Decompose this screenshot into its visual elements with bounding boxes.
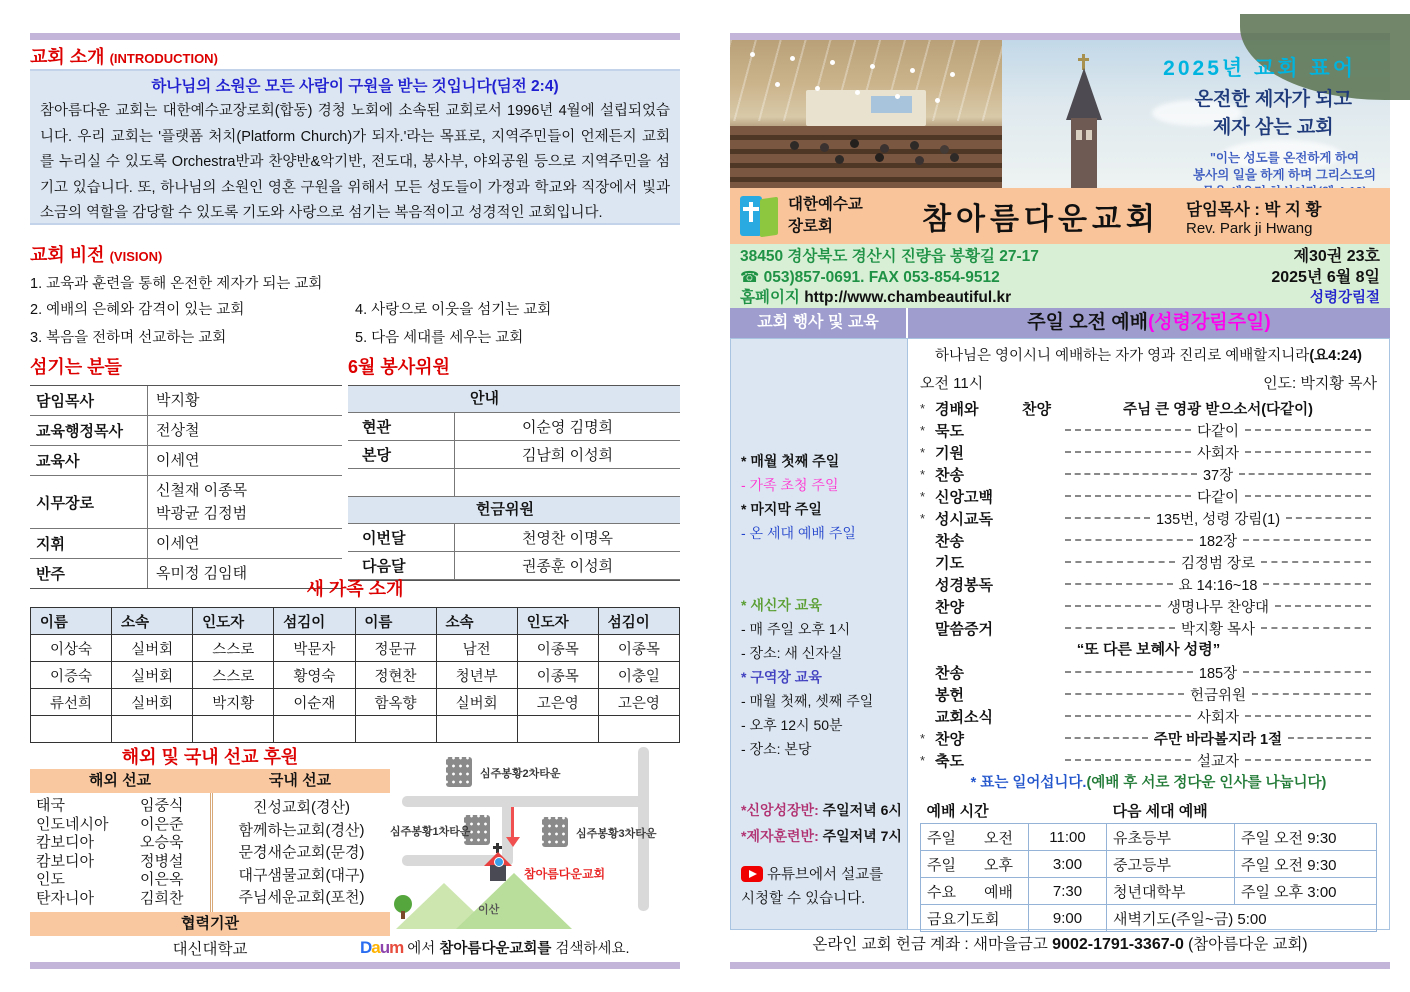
- stand-marker: *: [920, 752, 926, 768]
- volunteers-section-header: 안내: [348, 386, 680, 413]
- youtube-icon[interactable]: [741, 866, 763, 882]
- new-family-header: 섬김이: [598, 608, 679, 635]
- new-family-cell: 이순재: [274, 689, 355, 716]
- sidebar-education-item: - 장소: 새 신자실: [741, 645, 843, 661]
- map-label-building1: 심주봉황1차타운: [390, 826, 471, 838]
- dash-line: [1065, 517, 1150, 519]
- volunteers-row: [348, 469, 680, 497]
- intro-heading: [30, 43, 680, 69]
- offering-account-line: [730, 932, 1390, 954]
- building-icon-3: [542, 817, 568, 847]
- church-slogan: [1195, 86, 1352, 142]
- domestic-list: [210, 793, 390, 912]
- domestic-header: 국내 선교: [210, 769, 390, 793]
- sidebar-education-item: - 매 주일 오후 1시: [741, 621, 851, 637]
- stand-marker: *: [920, 444, 926, 460]
- partner-header: 협력기관: [30, 912, 390, 936]
- times-row: 수요 예배 7:30 청년대학부 주일 오후 3:00: [921, 878, 1377, 905]
- daum-text-pre: 에서: [407, 941, 440, 957]
- overseas-missionary: 인도네시아 이은준: [36, 815, 184, 833]
- page-bottom-rule: [730, 962, 1390, 969]
- mountain-icon-2: [456, 873, 572, 929]
- year-slogan-title: 2025년 교회 표어: [1163, 57, 1356, 80]
- verse-ref: (요4:24): [1309, 348, 1363, 364]
- new-family-header: 인도자: [517, 608, 598, 635]
- dash-line: [1245, 715, 1371, 717]
- vision-item-2: 2. 예배의 은혜와 감격이 있는 교회: [30, 302, 245, 318]
- worship-order-row: * 찬송 37장: [920, 463, 1377, 485]
- stand-marker: *: [920, 510, 926, 526]
- new-family-row: [31, 689, 680, 716]
- dash-line: [1245, 451, 1371, 453]
- new-family-cell: 남전: [436, 635, 517, 662]
- vision-heading-ko: 교회 비전: [30, 245, 105, 265]
- bulletin-right-page: [730, 33, 1390, 969]
- new-family-cell: 고은영: [598, 689, 679, 716]
- new-family-header-row: [31, 608, 680, 635]
- dash-line: [1243, 671, 1371, 673]
- vision-item-5: 5. 다음 세대를 세우는 교회: [355, 330, 524, 346]
- pews: [730, 126, 1002, 188]
- congregation: [790, 141, 799, 150]
- dash-line: [1243, 539, 1371, 541]
- new-family-cell: 이종목: [598, 635, 679, 662]
- new-family-table: [30, 607, 680, 743]
- header-photos: [730, 40, 1390, 188]
- tower: [1071, 118, 1097, 188]
- worship-order-row: * 신앙고백 다같이: [920, 485, 1377, 507]
- events-column-header: 교회 행사 및 교육: [730, 308, 908, 338]
- worship-order-row: * 기원 사회자: [920, 441, 1377, 463]
- servants-row: 시무장로 신철재 이종목 박광균 김정범: [30, 476, 342, 529]
- times-row: 주일 오전 11:00 유초등부 주일 오전 9:30: [921, 824, 1377, 851]
- dash-line: [1245, 495, 1371, 497]
- sidebar-education-item: * 구역장 교육: [741, 669, 822, 685]
- sidebar-class-item: *제자훈련반: 주일저녁 7시: [741, 828, 902, 844]
- overseas-missionary: 태국 임중식: [36, 797, 184, 814]
- overseas-missionary: 탄자니아 김희찬: [36, 889, 184, 907]
- map-label-mountain: 이산: [478, 904, 500, 916]
- domestic-church: 진성교회(경산): [253, 799, 350, 816]
- homepage-url[interactable]: http://www.chambeautiful.kr: [804, 289, 1012, 306]
- new-family-cell: [193, 716, 274, 743]
- times-header-row: [921, 797, 1377, 824]
- new-family-cell: 고은영: [517, 689, 598, 716]
- new-family-cell: 이종목: [517, 662, 598, 689]
- intro-headline: 하나님의 소원은 모든 사람이 구원을 받는 것입니다(딤전 2:4): [151, 78, 559, 95]
- daum-logo: [360, 938, 403, 957]
- new-family-cell: 이증숙: [31, 662, 112, 689]
- sidebar-education-item: - 매월 첫째, 셋째 주일: [741, 693, 874, 709]
- slogan-verse-2: 봉사의 일을 하게 하며 그리스도의: [1193, 168, 1376, 182]
- church-steeple-photo: [1002, 40, 1390, 188]
- vision-heading-en: (VISION): [109, 249, 163, 264]
- new-family-cell: 실버회: [112, 662, 193, 689]
- worship-order-row: 찬송 185장: [920, 661, 1377, 683]
- map-label-building2: 심주봉황2차타운: [480, 768, 561, 780]
- sidebar-event-item: * 마지막 주일: [741, 501, 822, 517]
- new-family-cell: 박지황: [193, 689, 274, 716]
- service-content: [730, 338, 1390, 930]
- building-icon-2: [446, 757, 472, 787]
- domestic-church: 함께하는교회(경산): [238, 821, 365, 839]
- new-family-cell: 박문자: [274, 635, 355, 662]
- dash-line: [1239, 473, 1371, 475]
- vision-row-3: [30, 325, 680, 351]
- worship-order-row: 교회소식 사회자: [920, 705, 1377, 727]
- overseas-missionary: 캄보디아 오승욱: [36, 834, 184, 851]
- church-name-banner: [730, 188, 1390, 244]
- sidebar-event-item: - 온 세대 예배 주일: [741, 525, 856, 541]
- stand-note: [920, 771, 1377, 795]
- youtube-note: 유튜브에서 설교를 시청할 수 있습니다.: [741, 867, 884, 907]
- service-times-table: [920, 797, 1377, 932]
- overseas-missionary: 인도 이은옥: [36, 871, 184, 888]
- new-family-row: [31, 635, 680, 662]
- new-family-header: 소속: [436, 608, 517, 635]
- dash-line: [1065, 627, 1175, 629]
- new-family-header: 섬김이: [274, 608, 355, 635]
- worship-order-row: 말씀증거 박지황 목사: [920, 617, 1377, 639]
- dash-line: [1065, 561, 1175, 563]
- servants-table: [30, 385, 342, 589]
- service-start-time: 오전 11시: [920, 375, 984, 392]
- sidebar-education-item: * 새신자 교육: [741, 597, 822, 613]
- account-text: 온라인 교회 헌금 계좌 : 새마을금고: [812, 936, 1053, 953]
- dash-line: [1065, 429, 1191, 431]
- liturgical-season: 성령강림절: [1309, 290, 1380, 306]
- times-header-right: 다음 세대 예배: [1107, 797, 1377, 824]
- slogan-verse-1: "이는 성도를 온전하게 하여: [1209, 151, 1360, 165]
- dash-line: [1065, 671, 1193, 673]
- daum-text-bold: 참아름다운교회를: [439, 941, 552, 957]
- daum-search-line: [360, 937, 680, 958]
- new-family-cell: 류선희: [31, 689, 112, 716]
- partner-name: 대신대학교: [172, 940, 248, 958]
- worship-order-row: 성경봉독 요 14:16~18: [920, 573, 1377, 595]
- new-family-row: [31, 662, 680, 689]
- stand-note-green: (예배 후 서로 정다운 인사를 나눕니다): [1086, 775, 1327, 791]
- stand-note-blue: * 표는 일어섭니다.: [970, 775, 1087, 791]
- times-header-left: 예배 시간: [921, 797, 1107, 824]
- pastor-block: [1186, 196, 1390, 237]
- map-arrow-icon: [511, 807, 514, 839]
- vision-row-2: [30, 297, 680, 323]
- dash-line: [1261, 627, 1371, 629]
- worship-order: [907, 339, 1389, 929]
- daum-logo-letter: D: [360, 938, 372, 957]
- stand-marker: *: [920, 400, 926, 416]
- dash-line: [1245, 759, 1371, 761]
- tree-icon: [394, 895, 412, 913]
- dash-line: [1065, 693, 1184, 695]
- homepage-label: 홈페이지: [740, 289, 805, 306]
- sidebar-event-item: - 가족 초청 주일: [741, 477, 839, 493]
- service-title-main: 주일 오전 예배: [1027, 312, 1148, 333]
- new-family-cell: [274, 716, 355, 743]
- dash-line: [1286, 517, 1371, 519]
- worship-verse: [920, 339, 1377, 371]
- overseas-header: 해외 선교: [30, 769, 210, 793]
- dash-line: [1263, 583, 1371, 585]
- address-bar: [730, 244, 1390, 308]
- worship-order-row: 봉헌 헌금위원: [920, 683, 1377, 705]
- bulletin-left-page: [30, 33, 680, 969]
- new-family-cell: 이종목: [517, 635, 598, 662]
- mission-heading: 해외 및 국내 선교 후원: [121, 747, 299, 767]
- phone-fax: ☎ 053)857-0691. FAX 053-854-9512: [740, 268, 1000, 286]
- volunteers-row: 이번달 천영찬 이명옥: [348, 524, 680, 552]
- worship-order-row: * 축도 설교자: [920, 749, 1377, 771]
- mission-columns: [30, 793, 390, 912]
- page-bottom-rule: [30, 962, 680, 969]
- issue-date: 2025년 6월 8일: [1271, 268, 1380, 286]
- logo-cross: [740, 196, 762, 236]
- intro-heading-en: (INTRODUCTION): [109, 51, 218, 66]
- service-time-leader: [920, 371, 1377, 397]
- worship-order-row: * 찬양 주만 바라볼지라 1절: [920, 727, 1377, 749]
- slogan-line-2: 제자 삼는 교회: [1212, 117, 1334, 138]
- new-family-heading: 새 가족 소개: [306, 579, 404, 599]
- map-road-top: [402, 796, 649, 807]
- dash-line: [1065, 539, 1193, 541]
- stand-marker: *: [920, 488, 926, 504]
- volunteers-row: 본당 김남희 이성희: [348, 441, 680, 469]
- vision-item-1: 1. 교육과 훈련을 통해 온전한 제자가 되는 교회: [30, 276, 323, 292]
- volunteers-table: [348, 385, 680, 581]
- intro-body: 참아름다운 교회는 대한예수교장로회(합동) 경청 노회에 소속된 교회로서 1996년 4월에 설립되었습니다. 우리 교회는 '플랫폼 처치(Platform Church)가 되자.'라는 목표로, 지역주민들이 언제든지 교회를 누리실 수 있도록 Orchestra반과 찬양반&악기반, 전도대, 봉사부, 야외공원 등으로 지역주민을 섬기고 있습니다. 또, 하나님의 소원인 영혼 구원을 위해서 모든 성도들이 가정과 학교와 직장에서 빛과 소금의 역할을 감당할 수 있도록 기도와 사랑으로 섬기는 복음적이고 성경적인 교회입니다.: [40, 103, 670, 221]
- church-name: 참아름다운교회: [922, 203, 1160, 236]
- new-family-cell: 이상숙: [31, 635, 112, 662]
- denomination-name: [788, 194, 896, 238]
- street-address: 38450 경상북도 경산시 진량읍 봉황길 27-17: [740, 248, 1039, 265]
- sermon-title: “또 다른 보혜사 성령”: [1076, 641, 1221, 658]
- new-family-cell: 스스로: [193, 635, 274, 662]
- new-family-cell: 정현찬: [355, 662, 436, 689]
- daum-text-post: 검색하세요.: [551, 941, 630, 957]
- denomination-logo-icon: [740, 194, 780, 238]
- page-top-rule: [30, 33, 680, 40]
- account-holder: (참아름다운 교회): [1183, 936, 1308, 953]
- vision-item-3: 3. 복음을 전하며 선교하는 교회: [30, 330, 227, 346]
- worship-order-row: 찬양 생명나무 찬양대: [920, 595, 1377, 617]
- dash-line: [1065, 759, 1191, 761]
- volunteers-heading: 6월 봉사위원: [348, 357, 450, 377]
- volunteers-row: 다음달 권종훈 이성희: [348, 552, 680, 580]
- times-row: 주일 오후 3:00 중고등부 주일 오전 9:30: [921, 851, 1377, 878]
- daum-logo-letter: a: [371, 938, 380, 957]
- domestic-church: 대구샘물교회(대구): [238, 866, 365, 884]
- new-family-cell: [112, 716, 193, 743]
- daum-logo-letter: u: [379, 938, 390, 957]
- section-bar: [730, 308, 1390, 338]
- location-map: [390, 739, 680, 929]
- verse-text: 하나님은 영이시니 예배하는 자가 영과 진리로 예배할지니라: [934, 348, 1310, 364]
- dash-line: [1065, 495, 1191, 497]
- homepage-line: [740, 288, 1210, 309]
- new-family-cell: 실버회: [436, 689, 517, 716]
- sidebar-event-item: * 매월 첫째 주일: [741, 453, 840, 469]
- intro-heading-ko: 교회 소개: [30, 47, 105, 67]
- new-family-header: 소속: [112, 608, 193, 635]
- projection-screen: [871, 96, 912, 112]
- servants-heading: 섬기는 분들: [30, 357, 122, 377]
- tower-windows: [1076, 130, 1082, 140]
- dash-line: [1288, 737, 1371, 739]
- dash-line: [1065, 451, 1191, 453]
- map-label-building3: 심주봉황3차타운: [576, 828, 657, 840]
- dash-line: [1261, 561, 1371, 563]
- denom-line-1: 대한예수교: [788, 196, 863, 213]
- church-window: [494, 857, 504, 867]
- servants-row: 지휘 이세연: [30, 529, 342, 559]
- dash-line: [1065, 583, 1173, 585]
- worship-order-row: * 성시교독 135번, 성령 강림(1): [920, 507, 1377, 529]
- new-family-cell: 스스로: [193, 662, 274, 689]
- sidebar-class-item: *신앙성장반: 주일저녁 6시: [741, 802, 902, 818]
- steeple-icon: [1054, 54, 1114, 188]
- issue-block: [1210, 247, 1380, 308]
- overseas-list: [30, 793, 210, 912]
- service-leader: 인도: 박지황 목사: [1263, 375, 1377, 392]
- dash-line: [1065, 715, 1191, 717]
- vision-heading: [30, 241, 680, 267]
- dash-line: [1252, 693, 1371, 695]
- service-title-sub: (성령강림주일): [1147, 312, 1271, 333]
- overseas-missionary: 캄보디아 정병설: [36, 852, 184, 870]
- stand-marker: *: [920, 422, 926, 438]
- dash-line: [1065, 737, 1148, 739]
- new-family-cell: [31, 716, 112, 743]
- ceiling-lights: [750, 52, 755, 57]
- servants-row: 교육행정목사 전상철: [30, 416, 342, 446]
- domestic-church: 문경새순교회(문경): [238, 844, 365, 861]
- stand-marker: *: [920, 730, 926, 746]
- new-family-header: 인도자: [193, 608, 274, 635]
- new-family-cell: 실버회: [112, 635, 193, 662]
- pastor-name-en: Rev. Park ji Hwang: [1186, 219, 1313, 237]
- issue-number: 제30권 23호: [1293, 248, 1380, 265]
- service-title: [908, 308, 1390, 338]
- worship-order-row: 찬송 182장: [920, 529, 1377, 551]
- address-block: [740, 247, 1210, 308]
- dash-line: [1245, 429, 1371, 431]
- church-interior-photo: [730, 40, 1002, 188]
- spire: [1066, 68, 1102, 120]
- worship-rows: [920, 397, 1377, 771]
- denom-line-2: 장로회: [788, 218, 833, 235]
- new-family-cell: 정문규: [355, 635, 436, 662]
- worship-order-row: 기도 김정범 장로: [920, 551, 1377, 573]
- volunteers-section-header: 헌금위원: [348, 497, 680, 524]
- servants-row: 반주 옥미정 김임태: [30, 559, 342, 588]
- table-headings: [30, 353, 680, 379]
- new-family-header: 이름: [31, 608, 112, 635]
- logo-door: [760, 197, 778, 238]
- slogan-line-1: 온전한 제자가 되고: [1194, 89, 1352, 110]
- new-family-cell: 이충일: [598, 662, 679, 689]
- sidebar-education-item: - 오후 12시 50분: [741, 717, 843, 733]
- dash-line: [1275, 605, 1371, 607]
- volunteers-row: 현관 이순영 김명희: [348, 413, 680, 441]
- vision-item-4: 4. 사랑으로 이웃을 섬기는 교회: [355, 302, 552, 318]
- dash-line: [1065, 473, 1197, 475]
- map-label-church: 참아름다운교회: [524, 867, 606, 881]
- worship-order-row: * 경배와 찬양 주님 큰 영광 받으소서(다같이): [920, 400, 1313, 418]
- stand-marker: *: [920, 466, 926, 482]
- domestic-church: 주님세운교회(포천): [238, 889, 365, 906]
- mission-block: [30, 769, 390, 962]
- servants-row: 교육사 이세연: [30, 446, 342, 476]
- new-family-cell: 청년부: [436, 662, 517, 689]
- new-family-cell: 황영숙: [274, 662, 355, 689]
- daum-logo-letter: m: [389, 938, 404, 957]
- new-family-cell: 함옥향: [355, 689, 436, 716]
- new-family-cell: 실버회: [112, 689, 193, 716]
- intro-box: [30, 69, 680, 225]
- mission-headers: [30, 769, 390, 793]
- pastor-name-ko: 담임목사 : 박 지 황: [1186, 200, 1322, 219]
- account-number: 9002-1791-3367-0: [1052, 936, 1184, 953]
- new-family-header: 이름: [355, 608, 436, 635]
- sidebar-education-item: - 장소: 본당: [741, 741, 812, 757]
- worship-order-row: * 묵도 다같이: [920, 419, 1377, 441]
- servants-row: 담임목사 박지황: [30, 386, 342, 416]
- times-row: 금요기도회 9:00 새벽기도(주일~금) 5:00: [921, 905, 1377, 932]
- events-sidebar: [731, 339, 907, 929]
- dash-line: [1065, 605, 1161, 607]
